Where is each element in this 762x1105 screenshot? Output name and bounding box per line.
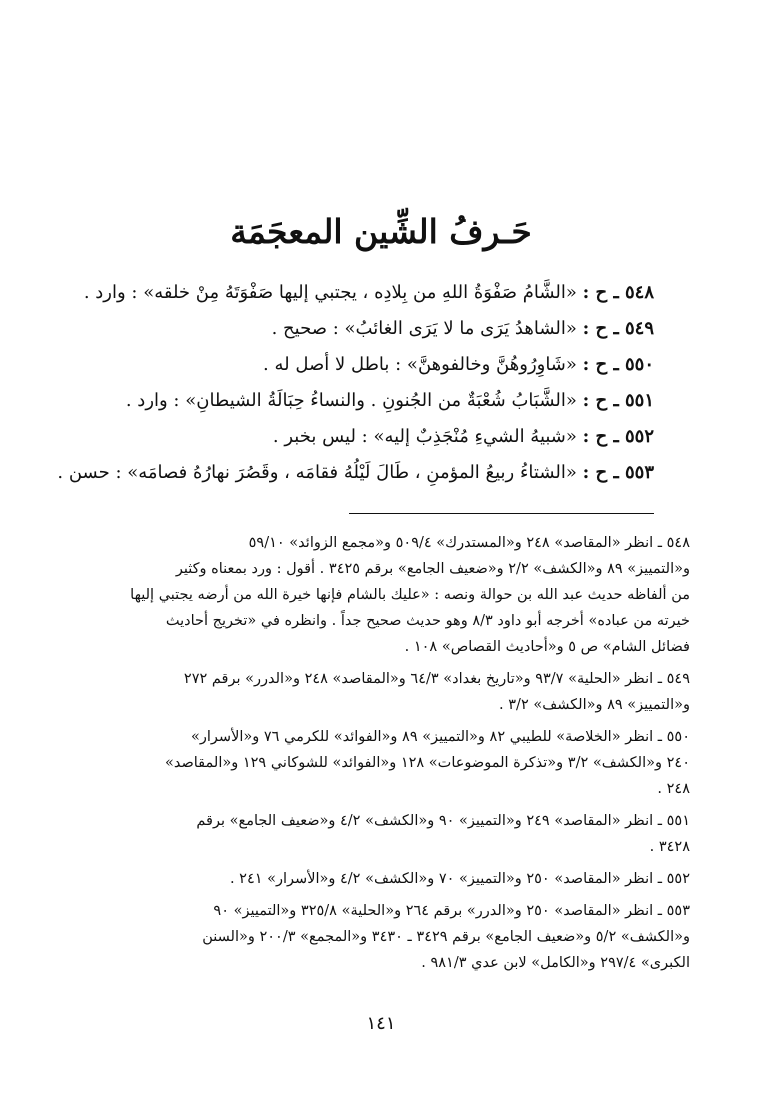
footnote-551 (70, 808, 690, 860)
entry-text: «الشَّامُ صَفْوَةُ اللهِ من بِلادِه ، يجتبي إليها صَفْوَتَهُ مِنْ خلقه» : وارد . (83, 282, 577, 303)
footnote-line: ٢٤٠ و«الكشف» ٣/٢ و«تذكرة الموضوعات» ١٢٨ و«الفوائد» للشوكاني ١٢٩ و«المقاصد» (164, 755, 690, 771)
footnote-line: ٥٥٠ ـ انظر «الخلاصة» للطيبي ٨٢ و«التمييز» ٨٩ و«الفوائد» للكرمي ٧٦ و«الأسرار» (191, 729, 690, 745)
footnote-line: ٣٤٢٨ . (649, 839, 690, 855)
footnote-line: الكبرى» ٢٩٧/٤ و«الكامل» لابن عدي ٩٨١/٣ . (421, 955, 690, 971)
footnote-line: ٥٥٣ ـ انظر «المقاصد» ٢٥٠ و«الدرر» برقم ٢٦٤ و«الحلية» ٣٢٥/٨ و«التمييز» ٩٠ (213, 903, 690, 919)
entry-number: ٥٤٨ ـ ح : (582, 282, 654, 303)
page-number: ١٤١ (366, 1013, 396, 1034)
footnote-552 (70, 866, 690, 892)
hadith-entry (80, 311, 654, 347)
entry-text: «شبيهُ الشيءِ مُنْجَذِبٌ إليه» : ليس بخبر . (272, 426, 577, 447)
entry-number: ٥٥١ ـ ح : (582, 390, 654, 411)
hadith-entry (80, 275, 654, 311)
footnote-line: و«التمييز» ٨٩ و«الكشف» ٣/٢ . (499, 697, 690, 713)
footnote-line: من ألفاظه حديث عبد الله بن حوالة ونصه : «عليك بالشام فإنها خيرة الله من أرضه يجتبي إليها (130, 587, 690, 603)
hadith-entry (80, 383, 654, 419)
hadith-entries (57, 275, 654, 491)
entry-text: «الشتاءُ ربيعُ المؤمنِ ، طَالَ لَيْلُهُ فقامَه ، وقَصُرَ نهارُهُ فصامَه» : حسن . (57, 462, 577, 483)
hadith-entry (57, 455, 654, 491)
footnotes (70, 530, 690, 982)
hadith-entry (80, 419, 654, 455)
footnote-line: خيرته من عباده» أخرجه أبو داود ٨/٣ وهو حديث صحيح جداً . وانظره في «تخريج أحاديث (165, 613, 690, 629)
entry-text: «الشَّبَابُ شُعْبَةٌ من الجُنونِ . والنساءُ حِبَالَةُ الشيطانِ» : وارد . (125, 390, 577, 411)
footnote-line: ٥٤٨ ـ انظر «المقاصد» ٢٤٨ و«المستدرك» ٥٠٩/٤ و«مجمع الزوائد» ٥٩/١٠ (248, 535, 690, 551)
entry-text: «الشاهدُ يَرَى ما لا يَرَى الغائبُ» : صحيح . (271, 318, 577, 339)
footnote-line: ٥٥٢ ـ انظر «المقاصد» ٢٥٠ و«التمييز» ٧٠ و«الكشف» ٤/٢ و«الأسرار» ٢٤١ . (229, 871, 690, 887)
entry-number: ٥٤٩ ـ ح : (582, 318, 654, 339)
footnote-line: و«التمييز» ٨٩ و«الكشف» ٢/٢ و«ضعيف الجامع» برقم ٣٤٢٥ . أقول : ورد بمعناه وكثير (175, 561, 690, 577)
chapter-title: حَـرفُ الشِّين المعجَمَة (230, 212, 532, 251)
footnote-line: ٥٤٩ ـ انظر «الحلية» ٩٣/٧ و«تاريخ بغداد» ٦٤/٣ و«المقاصد» ٢٤٨ و«الدرر» برقم ٢٧٢ (183, 671, 690, 687)
footnote-549 (70, 666, 690, 718)
entry-number: ٥٥٠ ـ ح : (582, 354, 654, 375)
footnote-divider (349, 513, 654, 514)
footnote-line: فضائل الشام» ص ٥ و«أحاديث القصاص» ١٠٨ . (404, 639, 690, 655)
entry-text: «شَاوِرُوهُنَّ وخالفوهنَّ» : باطل لا أصل له . (263, 354, 577, 375)
footnote-550 (70, 724, 690, 802)
entry-number: ٥٥٣ ـ ح : (582, 462, 654, 483)
hadith-entry (80, 347, 654, 383)
footnote-553 (70, 898, 690, 976)
footnote-line: ٢٤٨ . (657, 781, 690, 797)
entry-number: ٥٥٢ ـ ح : (582, 426, 654, 447)
footnote-line: و«الكشف» ٥/٢ و«ضعيف الجامع» برقم ٣٤٢٩ ـ ٣٤٣٠ و«المجمع» ٢٠٠/٣ و«السنن (202, 929, 690, 945)
footnote-548 (70, 530, 690, 660)
footnote-line: ٥٥١ ـ انظر «المقاصد» ٢٤٩ و«التمييز» ٩٠ و«الكشف» ٤/٢ و«ضعيف الجامع» برقم (196, 813, 690, 829)
